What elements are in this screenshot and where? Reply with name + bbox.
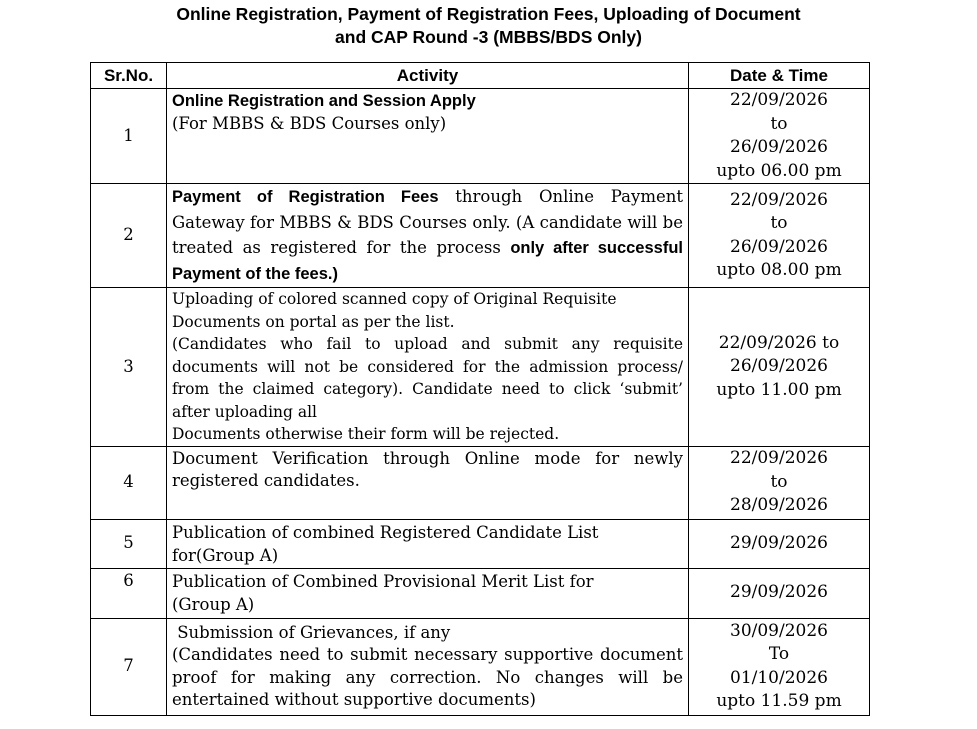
date-line: 26/09/2026 [730,236,828,257]
row-sr-no: 3 [91,288,167,447]
activity-line: Documents otherwise their form will be rejected. [172,425,560,443]
header-sr-no: Sr.No. [91,63,167,89]
date-line: 22/09/2026 [730,90,828,110]
activity-text: through Online Payment Gateway for MBBS & BDS Courses only. (A candidate will be treated as registered for the process [172,187,683,257]
activity-line: Publication of combined Registered Candidate List [172,522,599,542]
row-date-time [689,89,870,184]
date-line: 29/09/2026 [730,532,828,553]
row-sr-no: 4 [91,446,167,519]
row-date-time [689,568,870,618]
date-line: to [770,471,788,492]
row-date-time [689,519,870,568]
activity-heading: Payment of Registration Fees [172,188,439,206]
table-row [91,288,870,447]
row-activity [167,618,689,715]
header-date-time: Date & Time [689,63,870,89]
date-line: to [770,113,788,134]
title-line-2: and CAP Round -3 (MBBS/BDS Only) [335,27,642,47]
date-line: to [770,213,788,233]
table-row [91,568,870,618]
date-line: upto 06.00 pm [716,160,842,181]
date-line: 22/09/2026 [730,189,828,210]
row-activity [167,568,689,618]
row-sr-no: 1 [91,89,167,184]
table-row [91,618,870,715]
table-row [91,184,870,288]
row-sr-no: 2 [91,184,167,288]
activity-line: for(Group A) [172,545,279,565]
row-sr-no: 7 [91,618,167,715]
activity-line: (Candidates who fail to upload and submit any requisite documents will not be considered for the admission process/ from the claimed category). Candidate need to click ‘submit’ after uploading all [172,335,683,421]
date-line: upto 08.00 pm [716,260,842,280]
activity-emphasis: only after successful Payment of the fees.) [172,239,683,283]
activity-line: (Group A) [172,595,255,614]
table-header-row [91,63,870,89]
date-line: 30/09/2026 [730,620,828,641]
date-line: 29/09/2026 [730,582,828,603]
row-activity [167,184,689,288]
table-row [91,519,870,568]
row-sr-no: 5 [91,519,167,568]
date-line: 22/09/2026 [730,448,828,469]
document-title [0,3,977,49]
activity-note: (For MBBS & BDS Courses only) [172,113,447,133]
date-line: 01/10/2026 [730,667,828,688]
row-activity [167,519,689,568]
date-line: To [768,644,790,664]
row-activity: Document Verification through Online mode for newly registered candidates. [167,446,689,519]
activity-line: (Candidates need to submit necessary supportive document proof for making any correction. No changes will be entertained without supportive documents) [172,645,683,709]
activity-line: Publication of Combined Provisional Merit List for [172,572,594,591]
row-sr-no: 6 [91,568,167,618]
date-line: 26/09/2026 [730,356,828,376]
title-line-1: Online Registration, Payment of Registration Fees, Uploading of Document [176,4,801,24]
activity-line: Submission of Grievances, if any [172,622,451,642]
date-line: upto 11.00 pm [716,379,842,400]
activity-line: Documents on portal as per the list. [172,312,455,331]
activity-heading: Online Registration and Session Apply [172,92,476,110]
row-activity [167,89,689,184]
table-row [91,89,870,184]
row-date-time [689,618,870,715]
schedule-table [90,62,870,716]
date-line: 22/09/2026 to [718,332,840,353]
row-date-time [689,446,870,519]
row-date-time [689,288,870,447]
row-activity [167,288,689,447]
header-activity: Activity [167,63,689,89]
date-line: 26/09/2026 [730,137,828,157]
activity-line: Uploading of colored scanned copy of Original Requisite [172,290,617,308]
table-row [91,446,870,519]
date-line: 28/09/2026 [730,495,828,516]
row-date-time [689,184,870,288]
date-line: upto 11.59 pm [716,691,842,711]
